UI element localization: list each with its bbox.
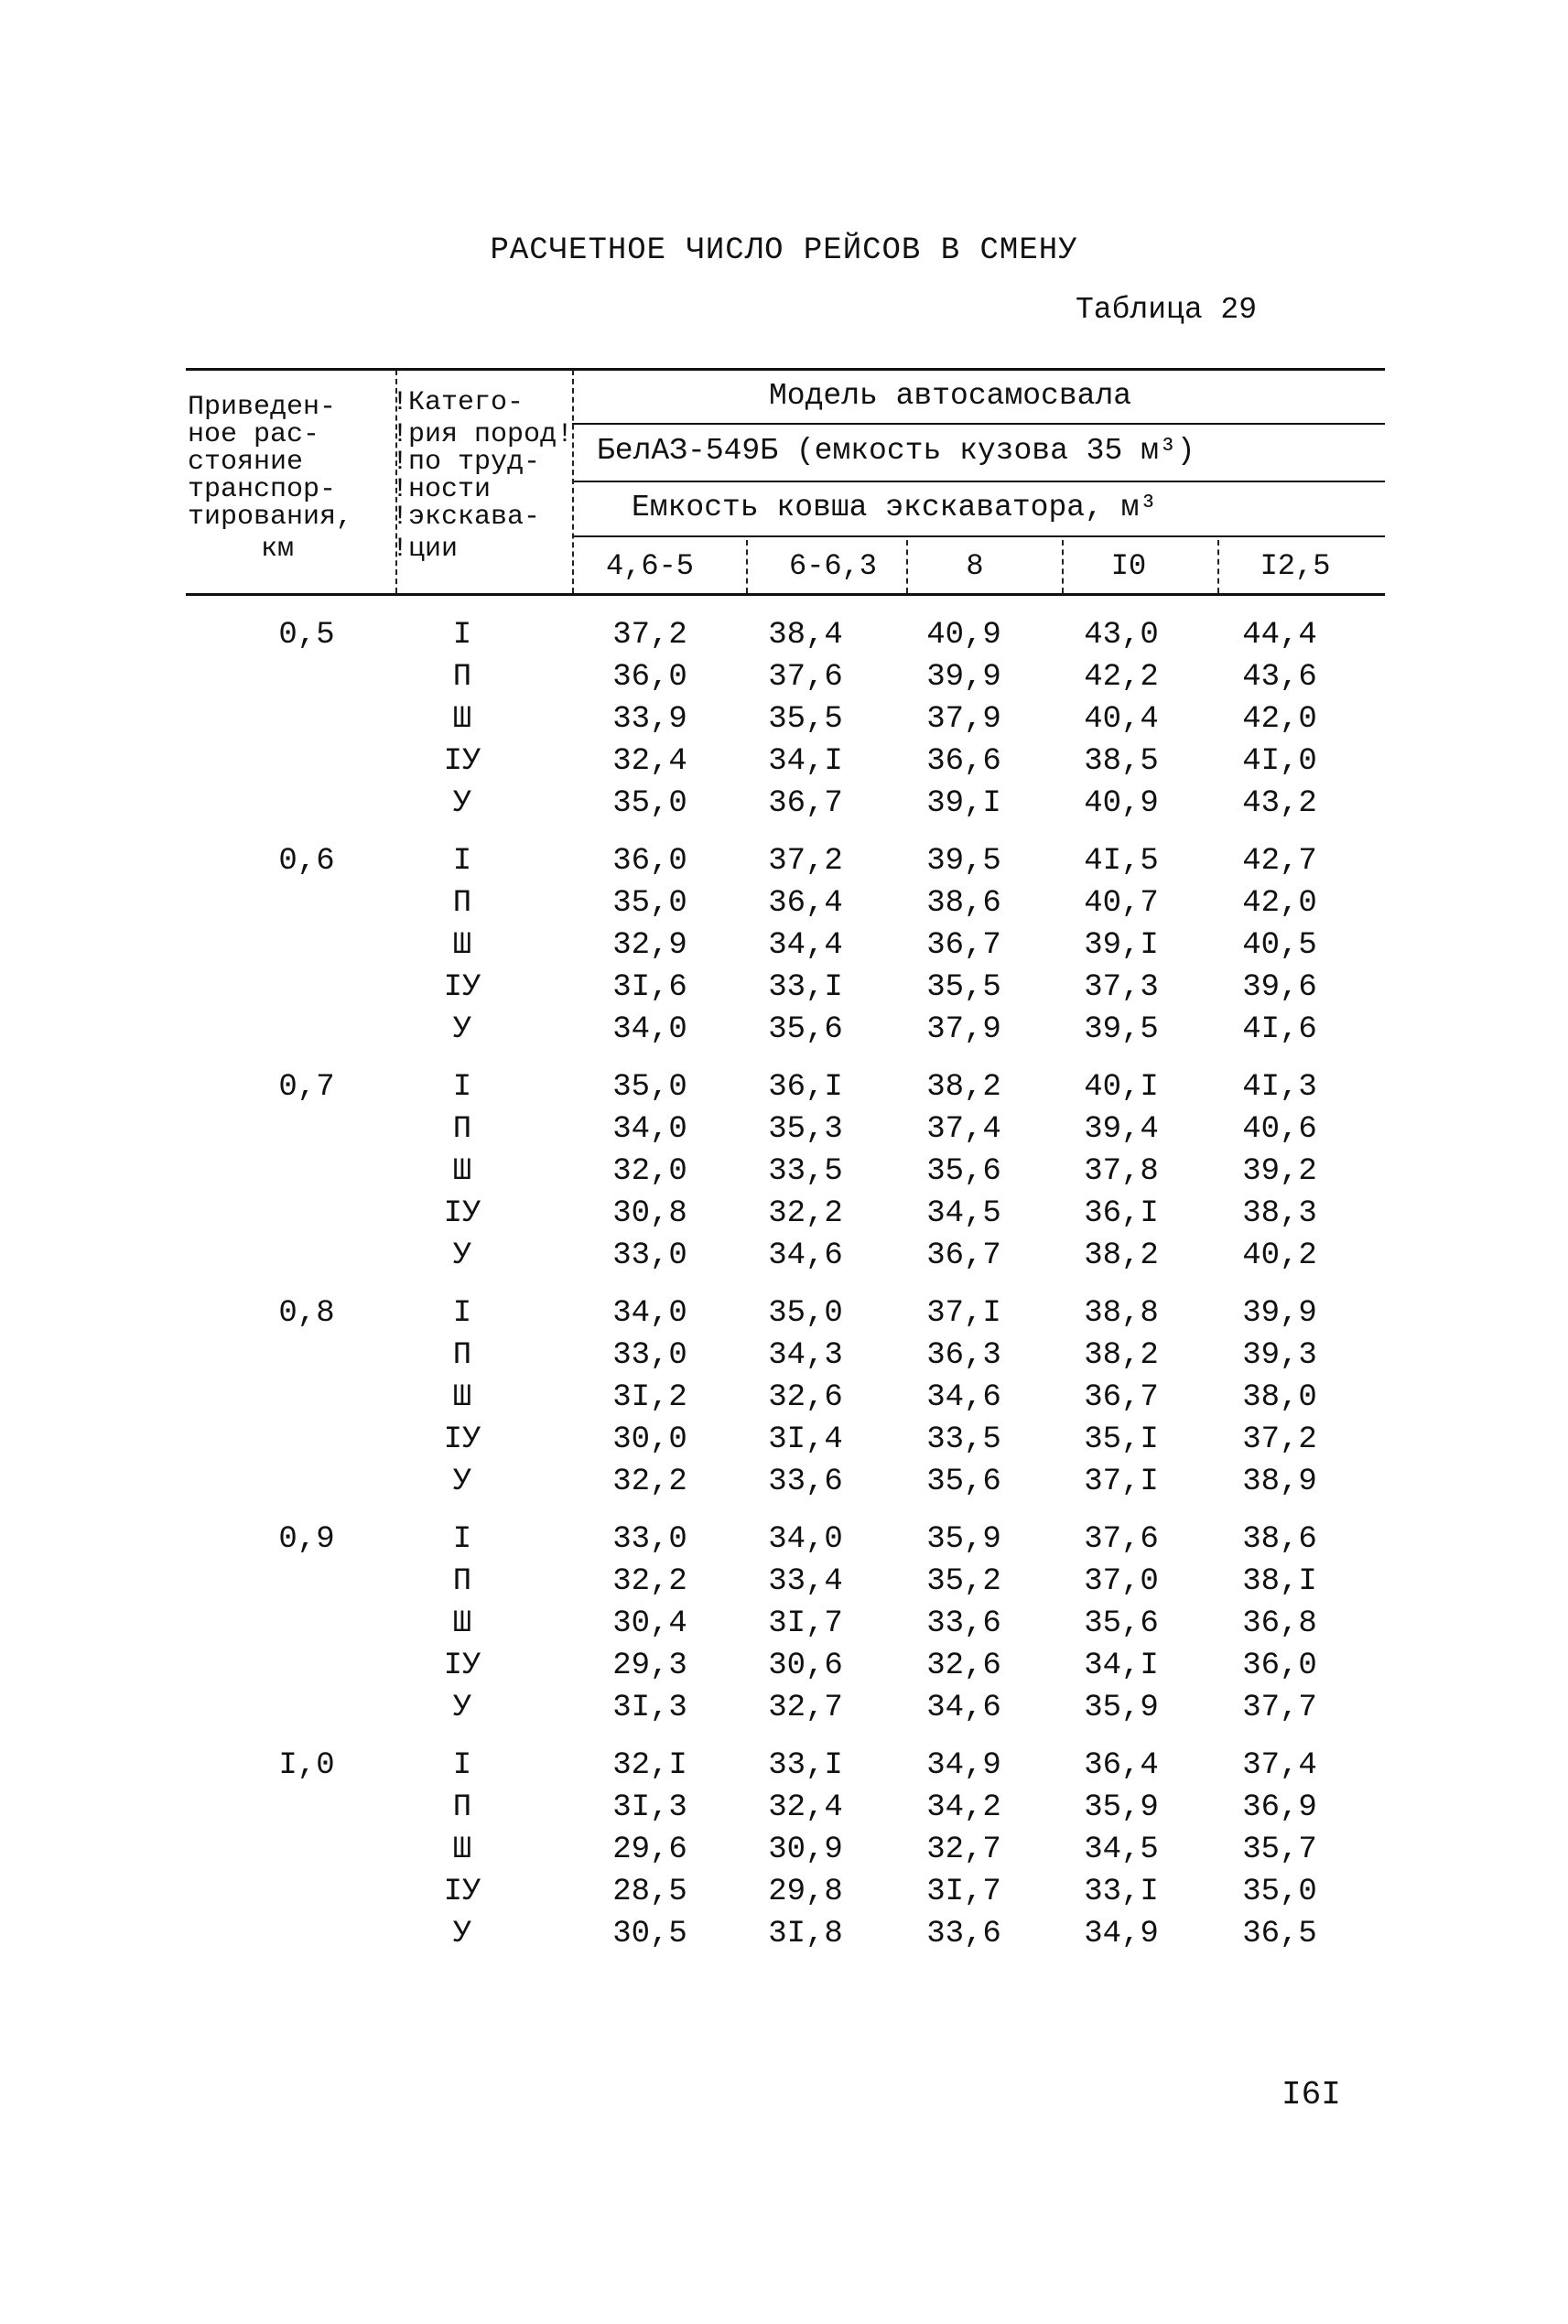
category-cell: П: [452, 660, 472, 695]
value-cell: 40,4: [1084, 702, 1159, 737]
value-cell: 4I,6: [1242, 1012, 1317, 1047]
value-cell: 38,2: [1084, 1338, 1159, 1373]
header-separator: [572, 370, 574, 593]
value-cell: 38,8: [1084, 1296, 1159, 1331]
value-cell: 39,3: [1242, 1338, 1317, 1373]
value-cell: 42,7: [1242, 844, 1317, 879]
category-cell: П: [452, 1564, 472, 1599]
value-cell: 39,5: [926, 844, 1001, 879]
value-cell: 33,4: [768, 1564, 843, 1599]
table-row: [0, 740, 1568, 784]
value-cell: 34,0: [612, 1296, 687, 1331]
value-cell: 42,2: [1084, 660, 1159, 695]
table-top-rule: [186, 368, 1385, 371]
table-row: [0, 1786, 1568, 1830]
table-row: [0, 1334, 1568, 1378]
value-cell: 4I,0: [1242, 744, 1317, 779]
value-cell: 34,0: [612, 1012, 687, 1047]
value-cell: 40,2: [1242, 1238, 1317, 1273]
category-cell: IУ: [443, 1875, 481, 1909]
value-cell: 39,5: [1084, 1012, 1159, 1047]
value-cell: 36,7: [926, 928, 1001, 963]
value-cell: 38,5: [1084, 744, 1159, 779]
value-cell: 3I,2: [612, 1380, 687, 1415]
value-cell: 34,9: [1084, 1917, 1159, 1951]
table-row: [0, 1912, 1568, 1956]
category-cell: IУ: [443, 1648, 481, 1683]
value-cell: 35,7: [1242, 1832, 1317, 1867]
value-cell: 37,9: [926, 1012, 1001, 1047]
table-row: [0, 1292, 1568, 1335]
value-cell: 36,6: [926, 744, 1001, 779]
value-cell: 32,4: [612, 744, 687, 779]
page-title: РАСЧЕТНОЕ ЧИСЛО РЕЙСОВ В СМЕНУ: [490, 233, 1078, 268]
distance-cell: 0,8: [278, 1296, 335, 1331]
value-cell: 33,6: [926, 1917, 1001, 1951]
table-row: [0, 1008, 1568, 1052]
value-cell: 35,6: [1084, 1606, 1159, 1641]
value-cell: 37,7: [1242, 1691, 1317, 1725]
value-cell: 36,0: [612, 660, 687, 695]
value-cell: 36,I: [768, 1070, 843, 1105]
header-separator: [746, 540, 748, 593]
category-cell: Ш: [452, 1154, 472, 1189]
value-cell: 30,0: [612, 1422, 687, 1457]
table-row: [0, 1686, 1568, 1730]
value-cell: 32,4: [768, 1790, 843, 1825]
value-cell: 34,6: [768, 1238, 843, 1273]
value-cell: 30,4: [612, 1606, 687, 1641]
value-cell: 36,4: [768, 886, 843, 921]
value-cell: 33,5: [768, 1154, 843, 1189]
table-row: [0, 655, 1568, 699]
table-row: [0, 1460, 1568, 1504]
table-row: [0, 881, 1568, 925]
value-cell: 42,0: [1242, 886, 1317, 921]
value-cell: 33,0: [612, 1522, 687, 1557]
category-cell: У: [452, 1917, 472, 1951]
table-header-bottom-rule: [186, 593, 1385, 596]
value-cell: 30,5: [612, 1917, 687, 1951]
value-cell: 3I,7: [926, 1875, 1001, 1909]
category-cell: IУ: [443, 744, 481, 779]
category-cell: П: [452, 1338, 472, 1373]
value-cell: 33,9: [612, 702, 687, 737]
category-cell: Ш: [452, 1606, 472, 1641]
value-cell: 37,3: [1084, 970, 1159, 1005]
page-number: I6I: [1281, 2076, 1341, 2113]
value-cell: 32,6: [926, 1648, 1001, 1683]
table-row: [0, 1418, 1568, 1462]
value-cell: 37,I: [926, 1296, 1001, 1331]
value-cell: 40,6: [1242, 1112, 1317, 1147]
value-cell: 38,2: [1084, 1238, 1159, 1273]
bucket-header: Емкость ковша экскаватора, м³: [632, 491, 1158, 524]
value-cell: 43,0: [1084, 618, 1159, 653]
value-cell: 38,2: [926, 1070, 1001, 1105]
value-cell: 4I,5: [1084, 844, 1159, 879]
table-row: [0, 924, 1568, 967]
value-cell: 34,I: [768, 744, 843, 779]
value-cell: 39,I: [1084, 928, 1159, 963]
value-cell: 32,2: [612, 1465, 687, 1499]
truck-header: БелАЗ-549Б (емкость кузова 35 м³): [597, 434, 1195, 468]
value-cell: 35,2: [926, 1564, 1001, 1599]
value-cell: 44,4: [1242, 618, 1317, 653]
value-cell: 37,6: [768, 660, 843, 695]
value-cell: 43,2: [1242, 786, 1317, 821]
category-cell: Ш: [452, 702, 472, 737]
category-cell: П: [452, 1790, 472, 1825]
value-cell: 37,2: [1242, 1422, 1317, 1457]
value-cell: 37,0: [1084, 1564, 1159, 1599]
value-cell: 28,5: [612, 1875, 687, 1909]
value-cell: 36,I: [1084, 1196, 1159, 1231]
table-label: Таблица 29: [1076, 293, 1258, 327]
value-cell: 35,9: [1084, 1691, 1159, 1725]
value-cell: 32,9: [612, 928, 687, 963]
value-cell: 35,9: [1084, 1790, 1159, 1825]
value-cell: 32,0: [612, 1154, 687, 1189]
table-row: [0, 1065, 1568, 1109]
category-cell: Ш: [452, 928, 472, 963]
value-cell: 34,3: [768, 1338, 843, 1373]
value-cell: 35,5: [768, 702, 843, 737]
value-cell: 37,2: [768, 844, 843, 879]
value-cell: 43,6: [1242, 660, 1317, 695]
category-cell: Ш: [452, 1380, 472, 1415]
category-cell: I: [452, 618, 472, 653]
value-cell: 40,9: [1084, 786, 1159, 821]
value-cell: 33,0: [612, 1338, 687, 1373]
value-cell: 33,I: [1084, 1875, 1159, 1909]
category-cell: У: [452, 1238, 472, 1273]
value-cell: 33,I: [768, 970, 843, 1005]
table-row: [0, 1560, 1568, 1604]
bucket-column-head: I0: [1110, 549, 1147, 583]
value-cell: 30,9: [768, 1832, 843, 1867]
category-cell: IУ: [443, 970, 481, 1005]
value-cell: 36,7: [768, 786, 843, 821]
value-cell: 35,0: [612, 1070, 687, 1105]
value-cell: 38,0: [1242, 1380, 1317, 1415]
value-cell: 37,I: [1084, 1465, 1159, 1499]
table-row: [0, 1828, 1568, 1872]
value-cell: 35,0: [612, 886, 687, 921]
value-cell: 36,8: [1242, 1606, 1317, 1641]
value-cell: 3I,4: [768, 1422, 843, 1457]
bucket-column-head: 4,6-5: [605, 549, 694, 583]
value-cell: 32,2: [612, 1564, 687, 1599]
distance-cell: I,0: [278, 1748, 335, 1783]
value-cell: 29,3: [612, 1648, 687, 1683]
value-cell: 36,5: [1242, 1917, 1317, 1951]
value-cell: 3I,3: [612, 1790, 687, 1825]
value-cell: 39,2: [1242, 1154, 1317, 1189]
category-cell: I: [452, 1070, 472, 1105]
bucket-column-head: I2,5: [1260, 549, 1331, 583]
table-row: [0, 1150, 1568, 1194]
value-cell: 32,I: [612, 1748, 687, 1783]
bucket-column-head: 6-6,3: [788, 549, 877, 583]
category-cell: П: [452, 1112, 472, 1147]
table-row: [0, 1376, 1568, 1420]
value-cell: 39,9: [926, 660, 1001, 695]
header-separator: [1217, 540, 1219, 593]
category-cell: I: [452, 1522, 472, 1557]
table-row: [0, 697, 1568, 741]
value-cell: 32,2: [768, 1196, 843, 1231]
distance-cell: 0,7: [278, 1070, 335, 1105]
value-cell: 35,6: [768, 1012, 843, 1047]
category-cell: IУ: [443, 1422, 481, 1457]
table-row: [0, 1870, 1568, 1914]
value-cell: 36,4: [1084, 1748, 1159, 1783]
value-cell: 3I,3: [612, 1691, 687, 1725]
value-cell: 39,6: [1242, 970, 1317, 1005]
value-cell: 34,0: [612, 1112, 687, 1147]
table-row: [0, 1644, 1568, 1688]
header-rule-bucket: [572, 535, 1385, 537]
value-cell: 34,I: [1084, 1648, 1159, 1683]
value-cell: 36,7: [1084, 1380, 1159, 1415]
value-cell: 36,3: [926, 1338, 1001, 1373]
value-cell: 35,6: [926, 1154, 1001, 1189]
table-row: [0, 1602, 1568, 1646]
value-cell: 33,0: [612, 1238, 687, 1273]
value-cell: 32,6: [768, 1380, 843, 1415]
value-cell: 35,0: [768, 1296, 843, 1331]
table-row: [0, 1234, 1568, 1278]
value-cell: 39,4: [1084, 1112, 1159, 1147]
value-cell: 37,4: [926, 1112, 1001, 1147]
value-cell: 33,I: [768, 1748, 843, 1783]
value-cell: 39,I: [926, 786, 1001, 821]
value-cell: 34,5: [926, 1196, 1001, 1231]
category-cell: П: [452, 886, 472, 921]
table-row: [0, 966, 1568, 1010]
value-cell: 3I,8: [768, 1917, 843, 1951]
value-cell: 30,8: [612, 1196, 687, 1231]
value-cell: 33,6: [926, 1606, 1001, 1641]
table-row: [0, 782, 1568, 826]
bucket-column-head: 8: [966, 549, 984, 583]
value-cell: 38,9: [1242, 1465, 1317, 1499]
value-cell: 30,6: [768, 1648, 843, 1683]
value-cell: 39,9: [1242, 1296, 1317, 1331]
value-cell: 35,0: [1242, 1875, 1317, 1909]
value-cell: 3I,7: [768, 1606, 843, 1641]
value-cell: 34,0: [768, 1522, 843, 1557]
table-row: [0, 1744, 1568, 1788]
table-row: [0, 613, 1568, 657]
value-cell: 34,6: [926, 1380, 1001, 1415]
table-row: [0, 839, 1568, 883]
value-cell: 37,4: [1242, 1748, 1317, 1783]
category-cell: У: [452, 1465, 472, 1499]
value-cell: 35,0: [612, 786, 687, 821]
value-cell: 37,8: [1084, 1154, 1159, 1189]
table-row: [0, 1192, 1568, 1236]
value-cell: 36,9: [1242, 1790, 1317, 1825]
value-cell: 35,6: [926, 1465, 1001, 1499]
value-cell: 40,7: [1084, 886, 1159, 921]
value-cell: 34,4: [768, 928, 843, 963]
value-cell: 38,4: [768, 618, 843, 653]
value-cell: 33,5: [926, 1422, 1001, 1457]
value-cell: 33,6: [768, 1465, 843, 1499]
value-cell: 37,2: [612, 618, 687, 653]
value-cell: 36,7: [926, 1238, 1001, 1273]
distance-cell: 0,5: [278, 618, 335, 653]
category-cell: I: [452, 1748, 472, 1783]
value-cell: 35,I: [1084, 1422, 1159, 1457]
category-cell: I: [452, 844, 472, 879]
value-cell: 37,6: [1084, 1522, 1159, 1557]
category-cell: IУ: [443, 1196, 481, 1231]
category-cell: I: [452, 1296, 472, 1331]
value-cell: 3I,6: [612, 970, 687, 1005]
value-cell: 38,6: [1242, 1522, 1317, 1557]
value-cell: 37,9: [926, 702, 1001, 737]
value-cell: 32,7: [768, 1691, 843, 1725]
header-rule-model: [572, 423, 1385, 425]
value-cell: 34,2: [926, 1790, 1001, 1825]
value-cell: 36,0: [1242, 1648, 1317, 1683]
value-cell: 40,I: [1084, 1070, 1159, 1105]
value-cell: 34,5: [1084, 1832, 1159, 1867]
value-cell: 34,6: [926, 1691, 1001, 1725]
header-rule-truck: [572, 481, 1385, 482]
value-cell: 29,8: [768, 1875, 843, 1909]
value-cell: 4I,3: [1242, 1070, 1317, 1105]
distance-cell: 0,9: [278, 1522, 335, 1557]
value-cell: 40,9: [926, 618, 1001, 653]
value-cell: 35,5: [926, 970, 1001, 1005]
category-cell: У: [452, 786, 472, 821]
table-row: [0, 1518, 1568, 1562]
value-cell: 35,3: [768, 1112, 843, 1147]
table-row: [0, 1108, 1568, 1151]
value-cell: 38,I: [1242, 1564, 1317, 1599]
value-cell: 34,9: [926, 1748, 1001, 1783]
value-cell: 38,3: [1242, 1196, 1317, 1231]
value-cell: 38,6: [926, 886, 1001, 921]
value-cell: 40,5: [1242, 928, 1317, 963]
model-header: Модель автосамосвала: [769, 379, 1132, 413]
value-cell: 36,0: [612, 844, 687, 879]
value-cell: 32,7: [926, 1832, 1001, 1867]
category-cell: У: [452, 1012, 472, 1047]
value-cell: 29,6: [612, 1832, 687, 1867]
distance-cell: 0,6: [278, 844, 335, 879]
category-cell: У: [452, 1691, 472, 1725]
value-cell: 35,9: [926, 1522, 1001, 1557]
category-cell: Ш: [452, 1832, 472, 1867]
value-cell: 42,0: [1242, 702, 1317, 737]
